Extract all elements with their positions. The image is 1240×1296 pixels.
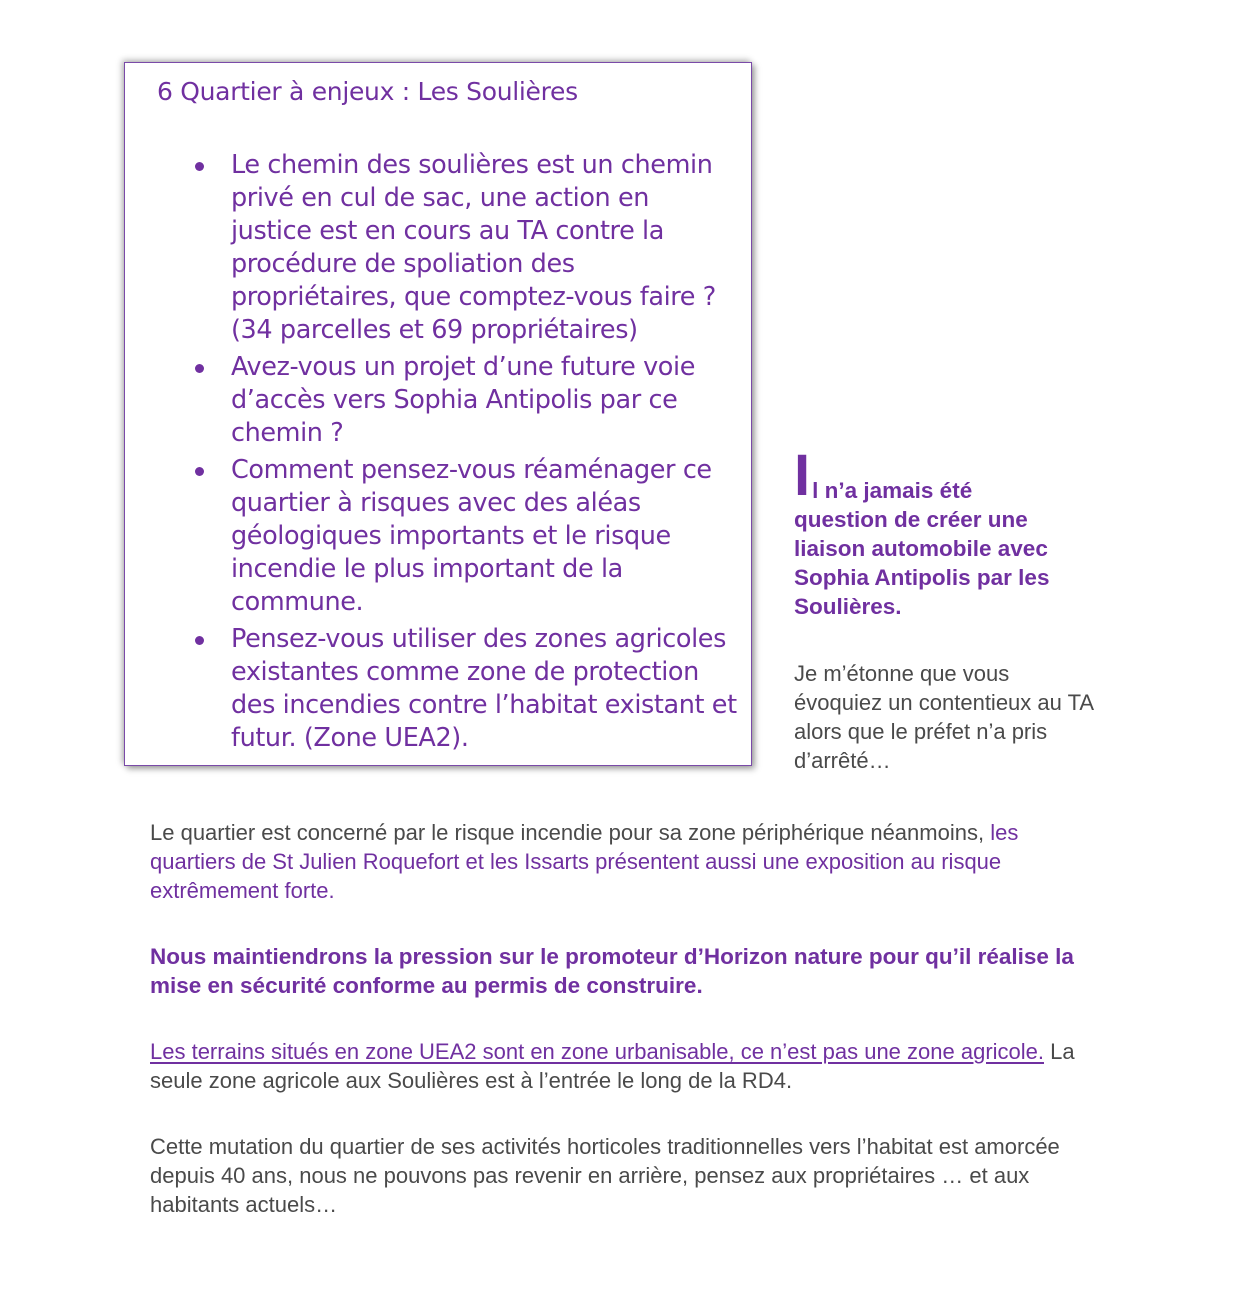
side-response-note: Je m’étonne que vous évoquiez un contentieux au TA alors que le préfet n’a pris d’arrêté… xyxy=(794,661,1093,773)
question-item xyxy=(191,454,737,619)
question-box xyxy=(124,62,752,766)
question-box-title: 6 Quartier à enjeux : Les Soulières xyxy=(157,77,578,106)
question-text: Pensez-vous utiliser des zones agricoles existantes comme zone de protection des incendies contre l’habitat existant et futur. (Zone UEA2). xyxy=(231,624,737,753)
question-text: Comment pensez-vous réaménager ce quartier à risques avec des aléas géologiques importants et le risque incendie le plus important de la commune. xyxy=(231,455,712,617)
paragraph-fire-risk xyxy=(150,818,1100,905)
question-text: Le chemin des soulières est un chemin privé en cul de sac, une action en justice est en cours au TA contre la procédure de spoliation des propriétaires, que comptez-vous faire ? (34 parcelles et 69 propriétaires) xyxy=(231,150,716,345)
uea2-link[interactable]: Les terrains situés en zone UEA2 sont en zone urbanisable, ce n’est pas une zone agricole. xyxy=(150,1039,1044,1064)
bullet-icon xyxy=(195,364,204,373)
paragraph-uea2-rest: La seule zone agricole aux Soulières est à l’entrée le long de la RD4. xyxy=(150,1039,1075,1093)
side-response-bold xyxy=(794,443,1094,621)
paragraph-promoter-pressure: Nous maintiendrons la pression sur le promoteur d’Horizon nature pour qu’il réalise la mise en sécurité conforme au permis de construire. xyxy=(150,944,1074,998)
question-item xyxy=(191,623,737,755)
paragraph-fire-risk-purple: les quartiers de St Julien Roquefort et les Issarts présentent aussi une exposition au risque extrêmement forte. xyxy=(150,820,1019,903)
side-response-rest: question de créer une liaison automobile avec Sophia Antipolis par les Soulières. xyxy=(794,507,1050,619)
dropcap-letter: I xyxy=(794,443,811,508)
side-response xyxy=(794,443,1094,775)
bullet-icon xyxy=(195,162,204,171)
paragraph-fire-risk-grey: Le quartier est concerné par le risque incendie pour sa zone périphérique néanmoins, xyxy=(150,820,991,845)
question-list xyxy=(191,149,737,759)
paragraph-mutation: Cette mutation du quartier de ses activités horticoles traditionnelles vers l’habitat est amorcée depuis 40 ans, nous ne pouvons pas revenir en arrière, pensez aux propriétaires … et aux habitants actuels… xyxy=(150,1134,1060,1217)
question-item xyxy=(191,149,737,347)
question-text: Avez-vous un projet d’une future voie d’accès vers Sophia Antipolis par ce chemin ? xyxy=(231,352,695,448)
paragraph-uea2-zone xyxy=(150,1037,1100,1095)
bullet-icon xyxy=(195,467,204,476)
question-item xyxy=(191,351,737,450)
bullet-icon xyxy=(195,636,204,645)
side-response-first-line: l n’a jamais été xyxy=(812,478,973,503)
